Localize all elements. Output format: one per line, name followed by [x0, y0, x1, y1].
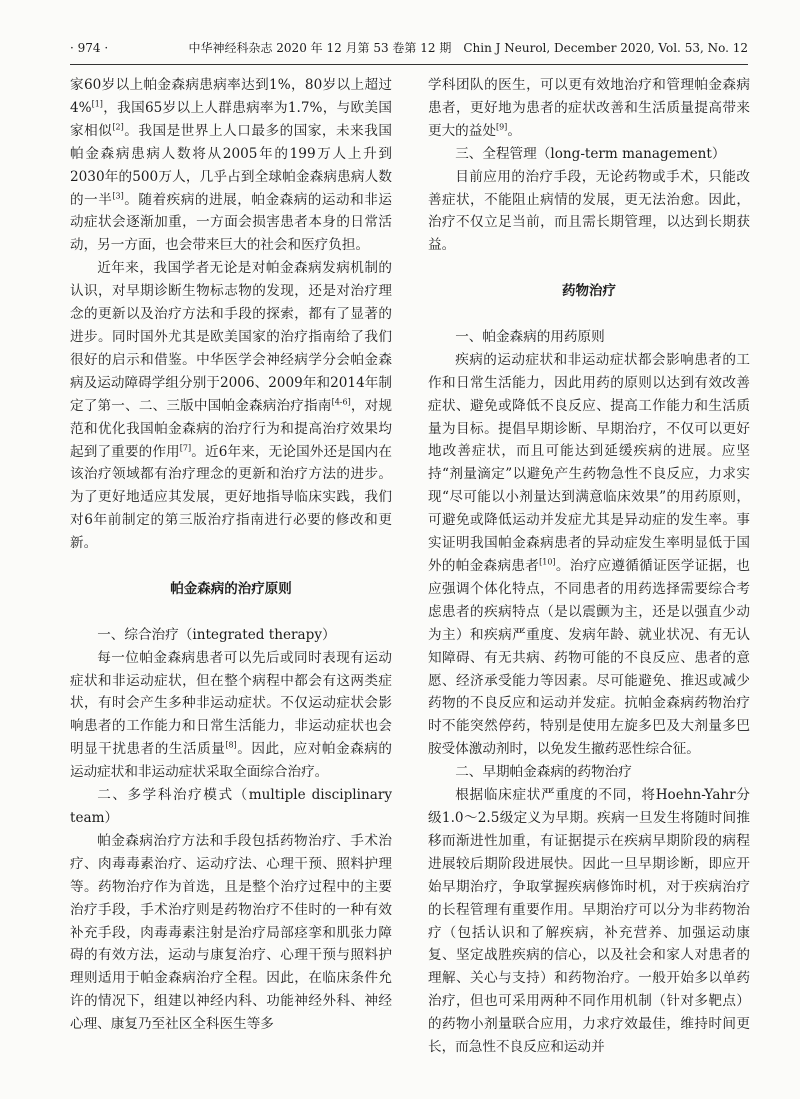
paragraph-multidisciplinary: 帕金森病治疗方法和手段包括药物治疗、手术治疗、肉毒毒素治疗、运动疗法、心理干预、照料护理等。药物治疗作为首选，且是整个治疗过程中的主要治疗手段，手术治疗则是药物治疗不佳时的一种有效补充手段，肉毒毒素注射是治疗局部痉挛和肌张力障碍的有效方法，运动与康复治疗、心理干预与照料护理则适用于帕金森病治疗全程。因此，在临床条件允许的情况下，组建以神经内科、功能神经外科、神经心理、康复乃至社区全科医生等多: [70, 832, 392, 1033]
journal-citation: 中华神经科杂志 2020 年 12 月第 53 卷第 12 期 Chin J Neurol, December 2020, Vol. 53, No. 12: [188, 41, 748, 55]
page-number: · 974 ·: [70, 41, 109, 55]
left-column: [70, 74, 392, 1036]
subheading-medication-principles: 一、帕金森病的用药原则: [455, 328, 605, 345]
running-header: [70, 38, 748, 65]
paragraph-prevalence: 家60岁以上帕金森病患病率达到1%，80岁以上超过4%[1]，我国65岁以上人群患病率为1.7%，与欧美国家相似[2]。我国是世界上人口最多的国家，未来我国帕金森病患病人数将从2005年的199万人上升到2030年的500万人，几乎占到全球帕金森病患病人数的一半[3]。随着疾病的进展，帕金森病的运动和非运动症状会逐渐加重，一方面会损害患者本身的日常活动，另一方面，也会带来巨大的社会和医疗负担。: [70, 77, 393, 254]
section-title-treatment-principles: 帕金森病的治疗原则: [170, 580, 292, 597]
section-title-drug-therapy: 药物治疗: [562, 283, 616, 300]
paragraph-long-term-management: 目前应用的治疗手段，无论药物或手术，只能改善症状，不能阻止病情的发展，更无法治愈。因此，治疗不仅立足当前，而且需长期管理，以达到长期获益。: [428, 168, 750, 254]
subheading-early-stage-therapy: 二、早期帕金森病的药物治疗: [455, 764, 632, 781]
citation-ref: [10]: [539, 557, 556, 567]
citation-ref: [3]: [112, 191, 124, 200]
paragraph-early-stage-therapy: 根据临床症状严重度的不同，将Hoehn-Yahr分级1.0～2.5级定义为早期。疾病一旦发生将随时间推移而渐进性加重，有证据提示在疾病早期阶段的病程进展较后期阶段进展快。因此一旦早期诊断，即应开始早期治疗，争取掌握疾病修饰时机，对于疾病治疗的长程管理有重要作用。早期治疗可以分为非药物治疗（包括认识和了解疾病，补充营养、加强运动康复、坚定战胜疾病的信心，以及社会和家人对患者的理解、关心与支持）和药物治疗。一般开始多以单药治疗，但也可采用两种不同作用机制（针对多靶点）的药物小剂量联合应用，力求疗效最佳，维持时间更长，而急性不良反应和运动并: [428, 787, 750, 1056]
citation-ref: [8]: [225, 740, 237, 750]
paragraph-progress: 近年来，我国学者无论是对帕金森病发病机制的认识，对早期诊断生物标志物的发现，还是对治疗理念的更新以及治疗方法和手段的探索，都有了显著的进步。同时国外尤其是欧美国家的治疗指南给了我们很好的启示和借鉴。中华医学会神经病学分会帕金森病及运动障碍学组分别于2006、2009年和2014年制定了第一、二、三版中国帕金森病治疗指南[4-6]，对规范和优化我国帕金森病的治疗行为和提高治疗效果均起到了重要的作用[7]。近6年来，无论国外还是国内在该治疗领域都有治疗理念的更新和治疗方法的进步。为了更好地适应其发展，更好地指导临床实践，我们对6年前制定的第三版治疗指南进行必要的修改和更新。: [70, 260, 393, 552]
right-column: [428, 74, 750, 1059]
citation-ref: [2]: [112, 122, 124, 132]
paragraph-team-benefit: 学科团队的医生，可以更有效地治疗和管理帕金森病患者，更好地为患者的症状改善和生活质量提高带来更大的益处[9]。: [428, 77, 750, 139]
citation-ref: [7]: [179, 442, 192, 452]
paragraph-medication-principles: 疾病的运动症状和非运动症状都会影响患者的工作和日常生活能力，因此用药的原则以达到有效改善症状、避免或降低不良反应、提高工作能力和生活质量为目标。提倡早期诊断、早期治疗，不仅可以更好地改善症状，而且可能达到延缓疾病的进展。应坚持“剂量滴定”以避免产生药物急性不良反应，力求实现“尽可能以小剂量达到满意临床效果”的用药原则，可避免或降低运动并发症尤其是异动症的发生率。事实证明我国帕金森病患者的异动症发生率明显低于国外的帕金森病患者[10]。治疗应遵循循证医学证据，也应强调个体化特点，不同患者的用药选择需要综合考虑患者的疾病特点（是以震颤为主，还是以强直少动为主）和疾病严重度、发病年龄、就业状况、有无认知障碍、有无共病、药物可能的不良反应、患者的意愿、经济承受能力等因素。尽可能避免、推迟或减少药物的不良反应和运动并发症。抗帕金森病药物治疗时不能突然停药，特别是使用左旋多巴及大剂量多巴胺受体激动剂时，以免发生撤药恶性综合征。: [428, 351, 751, 758]
subheading-multidisciplinary: 二、多学科治疗模式（multiple disciplinary team）: [70, 787, 392, 826]
paragraph-integrated-therapy: 每一位帕金森病患者可以先后或同时表现有运动症状和非运动症状，但在整个病程中都会有这两类症状，有时会产生多种非运动症状。不仅运动症状会影响患者的工作能力和日常生活能力，非运动症状也会明显干扰患者的生活质量[8]。因此，应对帕金森病的运动症状和非运动症状采取全面综合治疗。: [70, 649, 392, 781]
subheading-long-term-management: 三、全程管理（long-term management）: [455, 145, 726, 162]
subheading-integrated-therapy: 一、综合治疗（integrated therapy）: [97, 626, 336, 643]
citation-ref: [1]: [91, 99, 103, 109]
citation-ref: [9]: [495, 122, 508, 132]
citation-ref: [4-6]: [331, 397, 351, 407]
